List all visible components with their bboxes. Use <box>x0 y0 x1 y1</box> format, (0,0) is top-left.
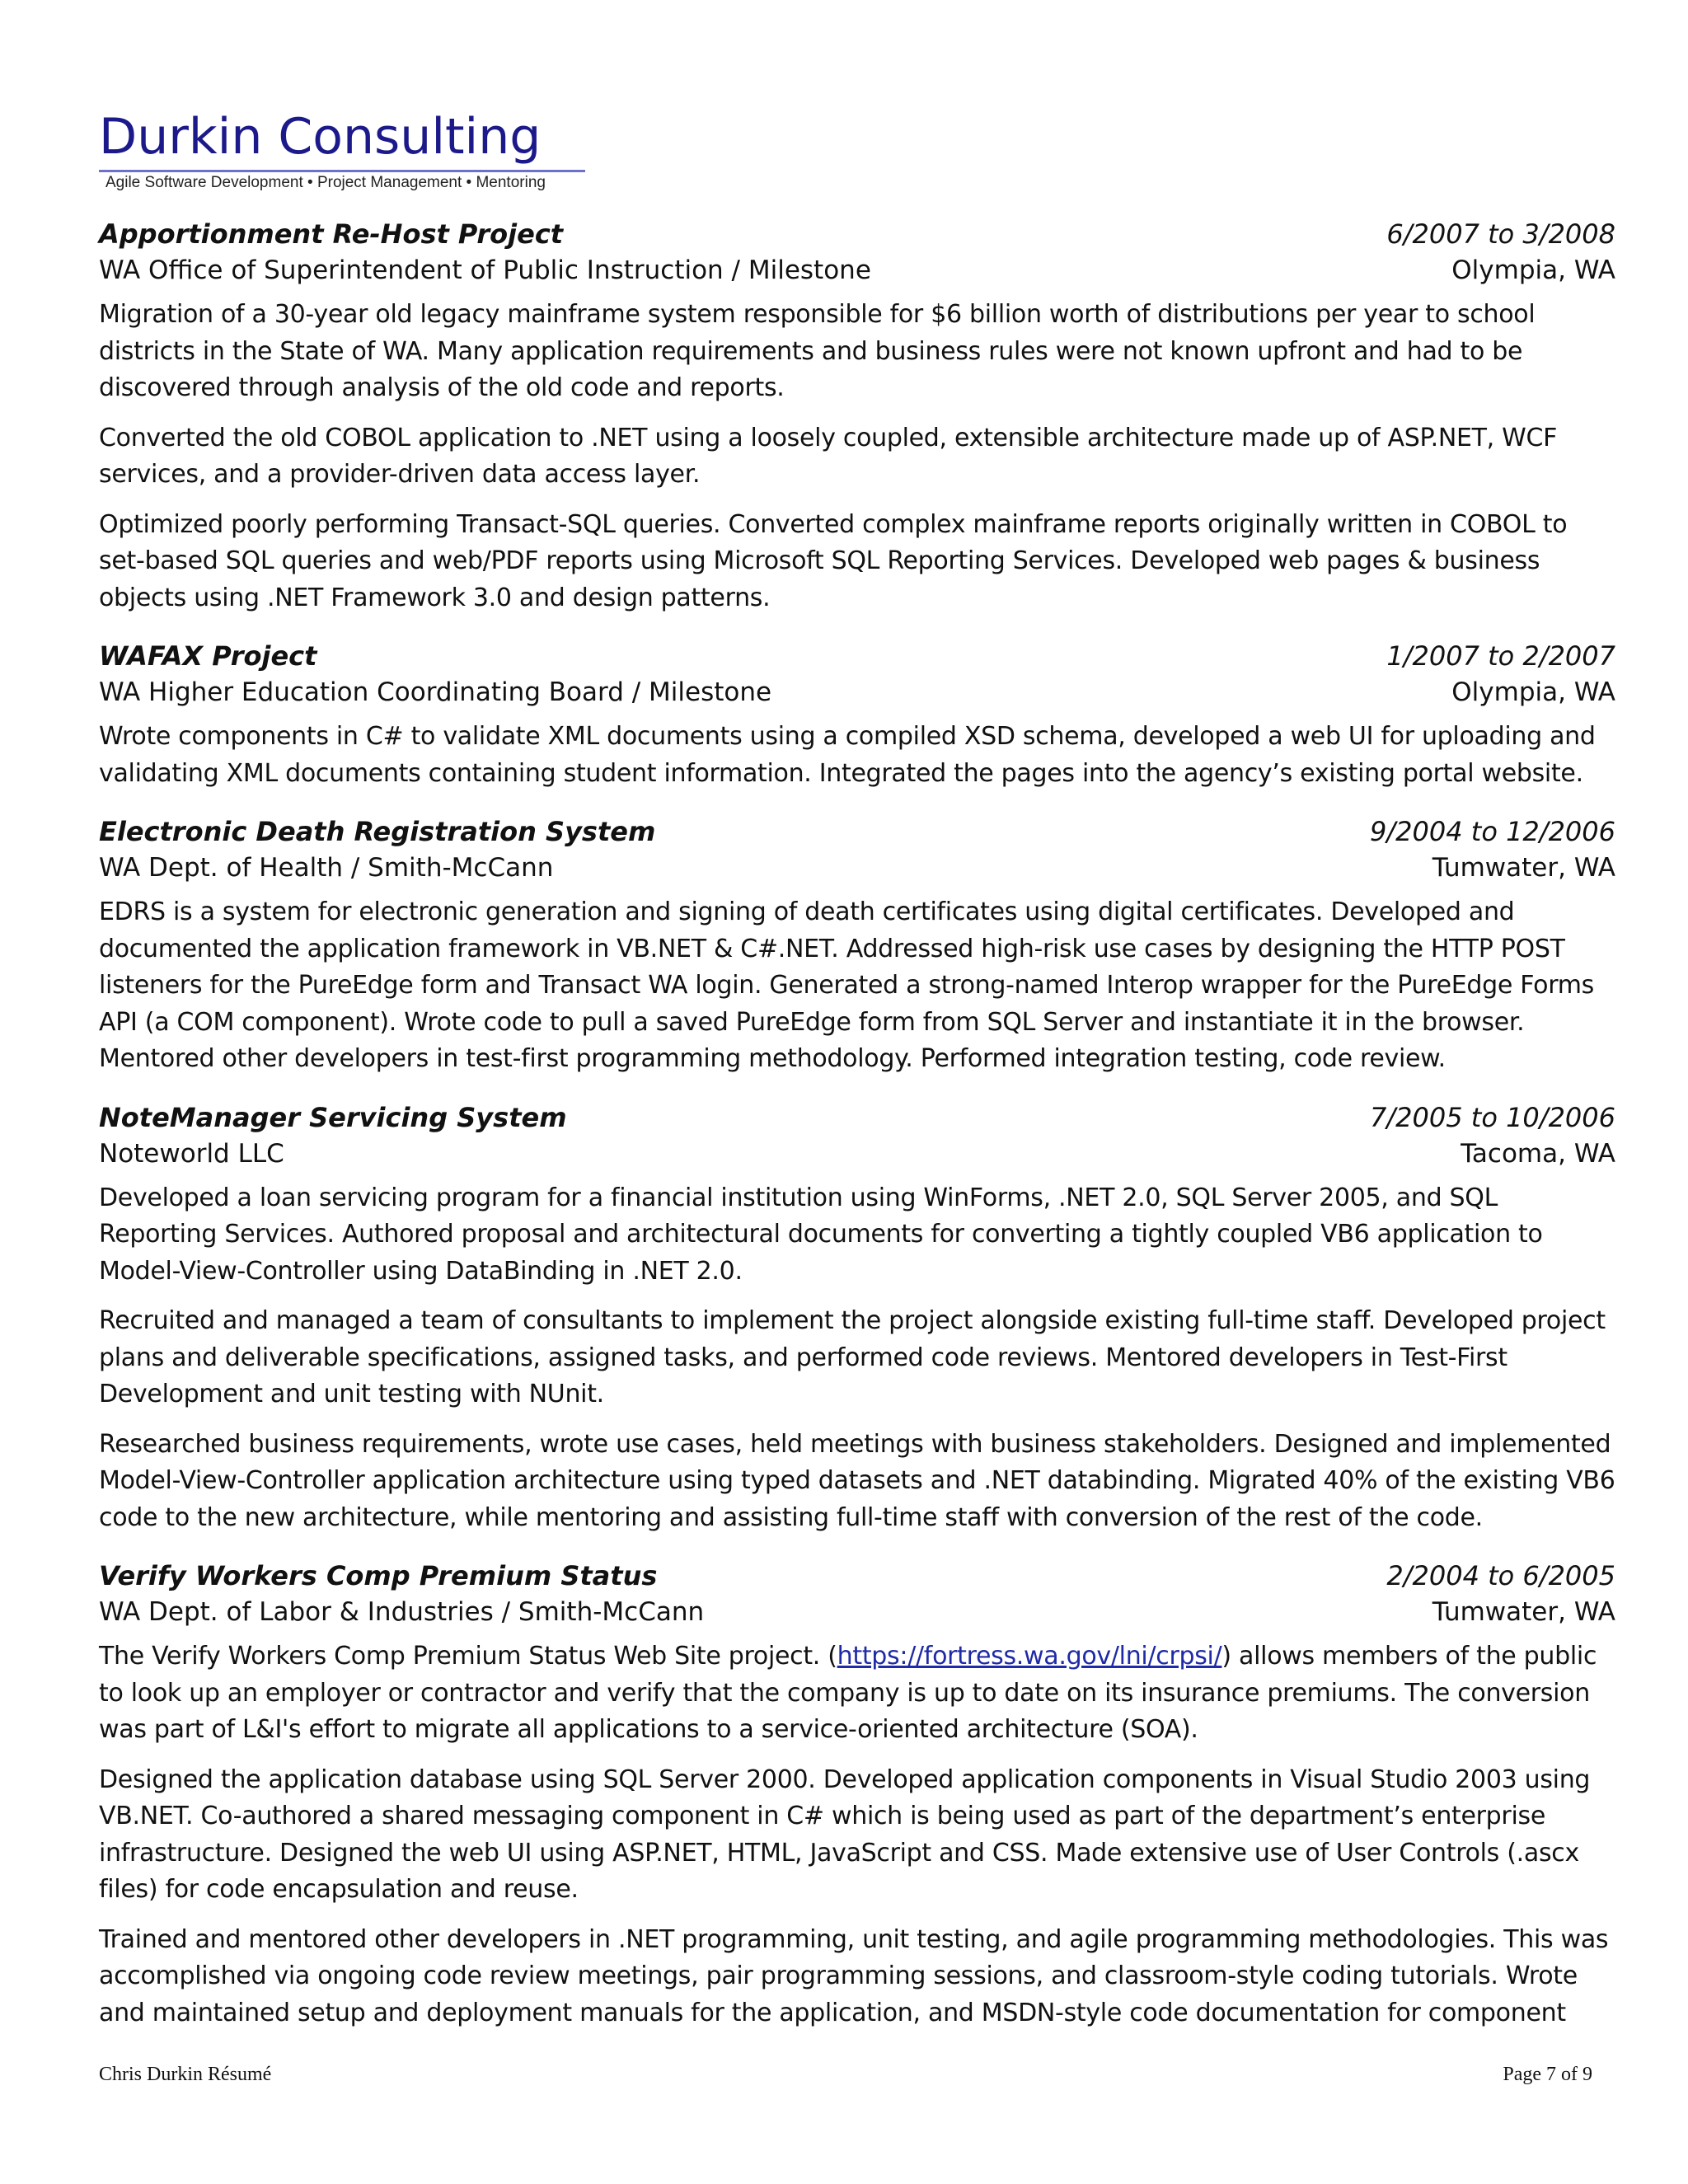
company-logo <box>99 107 585 194</box>
job-entry <box>99 638 1615 792</box>
job-description: Trained and mentored other developers in .NET programming, unit testing, and agile programming methodologies. This was accomplished via ongoing code review meetings, pair programming sessions, and classroom-style coding tutorials. Wrote and maintained setup and deployment manuals for the application, and MSDN-style code documentation for component <box>99 1924 1609 2027</box>
job-dates: 1/2007 to 2/2007 <box>1386 640 1615 672</box>
job-entry <box>99 1099 1615 1537</box>
job-description <box>99 1638 1615 1749</box>
job-description: Recruited and managed a team of consultants to implement the project alongside existing full-time staff. Developed project plans and deliverable specifications, assigned tasks, and performed code reviews. Mentored developers in Test-First Development and unit testing with NUnit. <box>99 1306 1606 1408</box>
job-description: Optimized poorly performing Transact-SQL queries. Converted complex mainframe reports originally written in COBOL to set-based SQL queries and web/PDF reports using Microsoft SQL Reporting Services. Developed web pages & business objects using .NET Framework 3.0 and design patterns. <box>99 509 1568 612</box>
job-dates: 6/2007 to 3/2008 <box>1386 218 1615 250</box>
link-intro-text: The Verify Workers Comp Premium Status Web Site project. ( <box>99 1642 837 1671</box>
job-description: EDRS is a system for electronic generation and signing of death certificates using digital certificates. Developed and documented the application framework in VB.NET & C#.NET. Addressed high-risk use cases by designing the HTTP POST listeners for the PureEdge form and Transact WA login. Generated a strong-named Interop wrapper for the PureEdge Forms API (a COM component). Wrote code to pull a saved PureEdge form from SQL Server and instantiate it in the browser. Mentored other developers in test-first programming methodology. Performed integration testing, code review. <box>99 898 1594 1073</box>
footer-document-name: Chris Durkin Résumé <box>99 2064 272 2085</box>
job-description: Wrote components in C# to validate XML documents using a compiled XSD schema, developed a web UI for uploading and validating XML documents containing student information. Integrated the pages into the agency’s existing portal website. <box>99 722 1596 788</box>
job-entry <box>99 813 1615 1078</box>
job-title: Electronic Death Registration System <box>99 816 656 847</box>
job-location: Olympia, WA <box>1451 255 1615 285</box>
job-dates: 9/2004 to 12/2006 <box>1370 816 1615 847</box>
link-outro-text: ) allows members of the public to look up an employer or contractor and verify that the company is up to date on its insurance premiums. The conversion was part of L&I's effort to migrate all applications to a service-oriented architecture (SOA). <box>99 1642 1597 1744</box>
job-title: Verify Workers Comp Premium Status <box>99 1560 658 1591</box>
job-organization: WA Dept. of Health / Smith-McCann <box>99 853 554 883</box>
job-location: Tacoma, WA <box>1461 1138 1615 1169</box>
company-tagline: Agile Software Development • Project Management • Mentoring <box>106 174 546 191</box>
company-name: Durkin Consulting <box>99 108 542 166</box>
page-footer <box>99 2062 1592 2087</box>
job-organization: Noteworld LLC <box>99 1138 284 1169</box>
job-title: NoteManager Servicing System <box>99 1101 567 1133</box>
job-organization: WA Dept. of Labor & Industries / Smith-McCann <box>99 1597 705 1627</box>
project-url-link[interactable]: https://fortress.wa.gov/lni/crpsi/ <box>837 1642 1222 1671</box>
job-description: Designed the application database using SQL Server 2000. Developed application components in Visual Studio 2003 using VB.NET. Co-authored a shared messaging component in C# which is being used as part of the department’s enterprise infrastructure. Designed the web UI using ASP.NET, HTML, JavaScript and CSS. Made extensive use of User Controls (.ascx files) for code encapsulation and reuse. <box>99 1765 1591 1904</box>
job-dates: 2/2004 to 6/2005 <box>1386 1560 1615 1591</box>
job-title: Apportionment Re-Host Project <box>99 218 564 250</box>
resume-content <box>99 216 1615 2053</box>
job-description: Researched business requirements, wrote use cases, held meetings with business stakeholders. Designed and implemented Model-View-Controller application architecture using typed datasets and .NET databinding. Migrated 40% of the existing VB6 code to the new architecture, while mentoring and assisting full-time staff with conversion of the rest of the code. <box>99 1429 1615 1532</box>
footer-page-number: Page 7 of 9 <box>1503 2064 1592 2085</box>
job-title: WAFAX Project <box>99 640 317 672</box>
job-location: Olympia, WA <box>1451 677 1615 707</box>
job-description: Converted the old COBOL application to .NET using a loosely coupled, extensible architecture made up of ASP.NET, WCF services, and a provider-driven data access layer. <box>99 423 1558 489</box>
job-organization: WA Higher Education Coordinating Board / Milestone <box>99 677 772 707</box>
job-location: Tumwater, WA <box>1432 1597 1615 1627</box>
job-entry <box>99 1558 1615 2032</box>
job-dates: 7/2005 to 10/2006 <box>1370 1101 1615 1133</box>
job-location: Tumwater, WA <box>1432 853 1615 883</box>
job-organization: WA Office of Superintendent of Public Instruction / Milestone <box>99 255 871 285</box>
job-description: Migration of a 30-year old legacy mainframe system responsible for $6 billion worth of distributions per year to school districts in the State of WA. Many application requirements and business rules were not known upfront and had to be discovered through analysis of the old code and reports. <box>99 300 1536 402</box>
job-description: Developed a loan servicing program for a financial institution using WinForms, .NET 2.0, SQL Server 2005, and SQL Reporting Services. Authored proposal and architectural documents for converting a tightly coupled VB6 application to Model-View-Controller using DataBinding in .NET 2.0. <box>99 1183 1543 1286</box>
job-entry <box>99 216 1615 616</box>
